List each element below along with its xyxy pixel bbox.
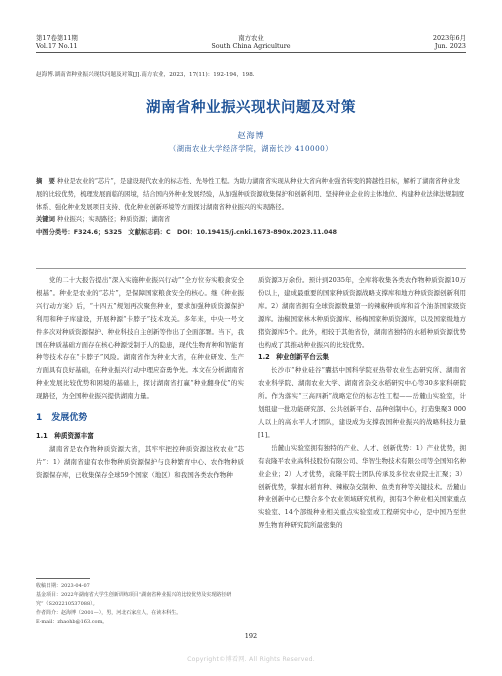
classification-line: 中图分类号：F324.6；S325 文献标志码：C DOI：10.19415/j.cnki.1673-890x.2023.11.048 — [36, 229, 338, 237]
section-1-1-paragraph: 湖南省是农作物种质资源大省，其牢牢把控种质资源这枚农业“芯片”：1）湖南省建有农作物种质资源保护与良种繁育中心、农作物种质资源保存库，已收集保存全球59个国家（地区）和我国各类农作物种 — [36, 444, 244, 479]
abstract-text: 种业是农业的“芯片”，是建设现代农业的标志性、先导性工程。为助力湖南省实现从种业大省向种业强省转变的跨越性目标，解析了湖南省种业发展的比较优势，梳理发展面临的困境，结合国内外种业发展经验，从加强种质资源收集保护和创新利用、坚持种业企业的主体地位、构建种业法律法规制度体系、强化种业发展项目支持、优化种业创新环境等方面探讨湖南省种业振兴的实现路径。 — [36, 178, 465, 211]
header-journal-en: South China Agriculture — [211, 42, 291, 50]
body-column-left — [36, 274, 244, 482]
footnote-author-bio: 作者简介：赵海博（2001—），男，河北石家庄人，在读本科生。 — [36, 610, 182, 616]
section-1-2-paragraph: 长沙市“种业硅谷”囊括中国科学院亚热带农业生态研究所、湖南省农业科学院、湖南农业大学、湖南省杂交水稻研究中心等30多家科研院所。作为落实“三高四新”战略定位的标志性工程——岳麓山实验室，计划组建一批功能研究部、公共创新平台、品种创制中心，打造集聚3 000人以上的高水平人才团队，建设成为支撑我国种业振兴的战略科技力量[1]。 — [258, 366, 466, 439]
header-volume-cn: 第17卷第11期 — [36, 34, 78, 42]
header-date-cn: 2023年6月 — [432, 34, 466, 42]
keywords-line — [36, 214, 466, 227]
footnote-funding: 基金项目：2022年湖南省大学生创新训练项目“湖南省种业振兴的比较优势及实现路径研究”（S202210537088）。 — [36, 592, 232, 607]
citation-line: 赵海博.湖南省种业振兴现状问题及对策[J].南方农业，2023，17(11)：192-194，198. — [36, 72, 255, 78]
footnote-divider — [36, 578, 90, 579]
copyright-watermark: Copyright©博看网. All Rights Reserved. — [187, 656, 315, 663]
keywords-label: 关键词 — [36, 216, 55, 224]
section-heading-1: 1 发展优势 — [36, 413, 88, 424]
abstract-paragraph — [36, 176, 466, 214]
abstract-block — [36, 176, 466, 240]
keywords-text: 种业振兴；实现路径；种质资源；湖南省 — [56, 216, 171, 224]
header-divider — [36, 52, 466, 53]
section-1-2-paragraph-2: 岳麓山实验室拥有独特的产业、人才、创新优势：1）产业优势，拥有袁隆平农业高科技股份有限公司、华智生物技术有限公司等全国知名种业企业；2）人才优势，袁隆平院士团队传承及多位农业院士汇聚；3）创新优势，掌握水稻育种、辣椒杂交制种、鱼类育种等关键技术。岳麓山种业创新中心已整合多个农业领域研究机构，拥有3个种业相关国家重点实验室、14个部级种业相关重点实验室或工程研究中心，是中国乃至世界生物育种研究院所最密集的 — [258, 443, 466, 530]
section-heading-1-1: 1.1 种质资源丰富 — [36, 432, 94, 441]
abstract-divider — [36, 268, 466, 269]
footnote-email: E-mail：zhaohb@163.com。 — [36, 619, 108, 625]
intro-paragraph: 党的二十大报告提出“深入实施种业振兴行动”“全方位夯实粮食安全根基”。种业是农业的“芯片”，是保障国家粮食安全的核心。继《种业振兴行动方案》后，“十四五”规划再次聚焦种业，要求加强种质资源保护利用和种子库建设，开展种源“卡脖子”技术攻关。多年来，中央一号文件多次对种质资源保护、种业科技自主创新等作出了全面部署。当下，我国在种质基础方面存在核心种源受制于人的隐患，现代生物育种和智能育种等技术存在“卡脖子”风险。湖南省作为种业大省，在种业研发、生产方面具有良好基础，在种业振兴行动中理应奋勇争先。本文在分析湖南省种业发展比较优势和困境的基础上，探讨湖南省打赢“种业翻身仗”的实现路径，为全国种业振兴提供湖南力量。 — [36, 276, 244, 401]
abstract-label: 摘 要 — [36, 178, 55, 185]
footnote-received: 收稿日期：2023-04-07 — [36, 583, 90, 589]
header-journal — [36, 34, 466, 50]
header-volume-en: Vol.17 No.11 — [36, 42, 78, 50]
header-date — [433, 34, 466, 50]
author-affiliation: （湖南农业大学经济学院，湖南长沙 410000） — [169, 144, 333, 153]
header-date-en: Jun. 2023 — [434, 42, 466, 50]
section-heading-1-2: 1.2 种业创新平台云集 — [258, 353, 330, 362]
continued-paragraph: 质资源3万余份。预计到2035年，全库将收集各类农作物种质资源10万份以上，建成最重要的国家种质资源战略支撑库和地方种质资源创新利用库。2）湖南省拥有全球资源数量第一的辣椒种质库和首个油茶国家级资源库。油椒国家林木种质资源库、杨梅国家种质资源库，以及国家级地方猪资源库5个。此外，相较于其他省份，湖南省独特的水稻种质资源优势也构成了其推动种业振兴的比较优势。 — [258, 276, 466, 349]
article-author: 赵海博 — [237, 131, 265, 140]
header-journal-cn: 南方农业 — [238, 34, 264, 42]
page-number: 192 — [244, 632, 258, 640]
running-header — [36, 34, 466, 58]
footnotes-block — [36, 582, 244, 627]
article-title: 湖南省种业振兴现状问题及对策 — [146, 100, 356, 116]
body-column-right — [258, 274, 466, 532]
